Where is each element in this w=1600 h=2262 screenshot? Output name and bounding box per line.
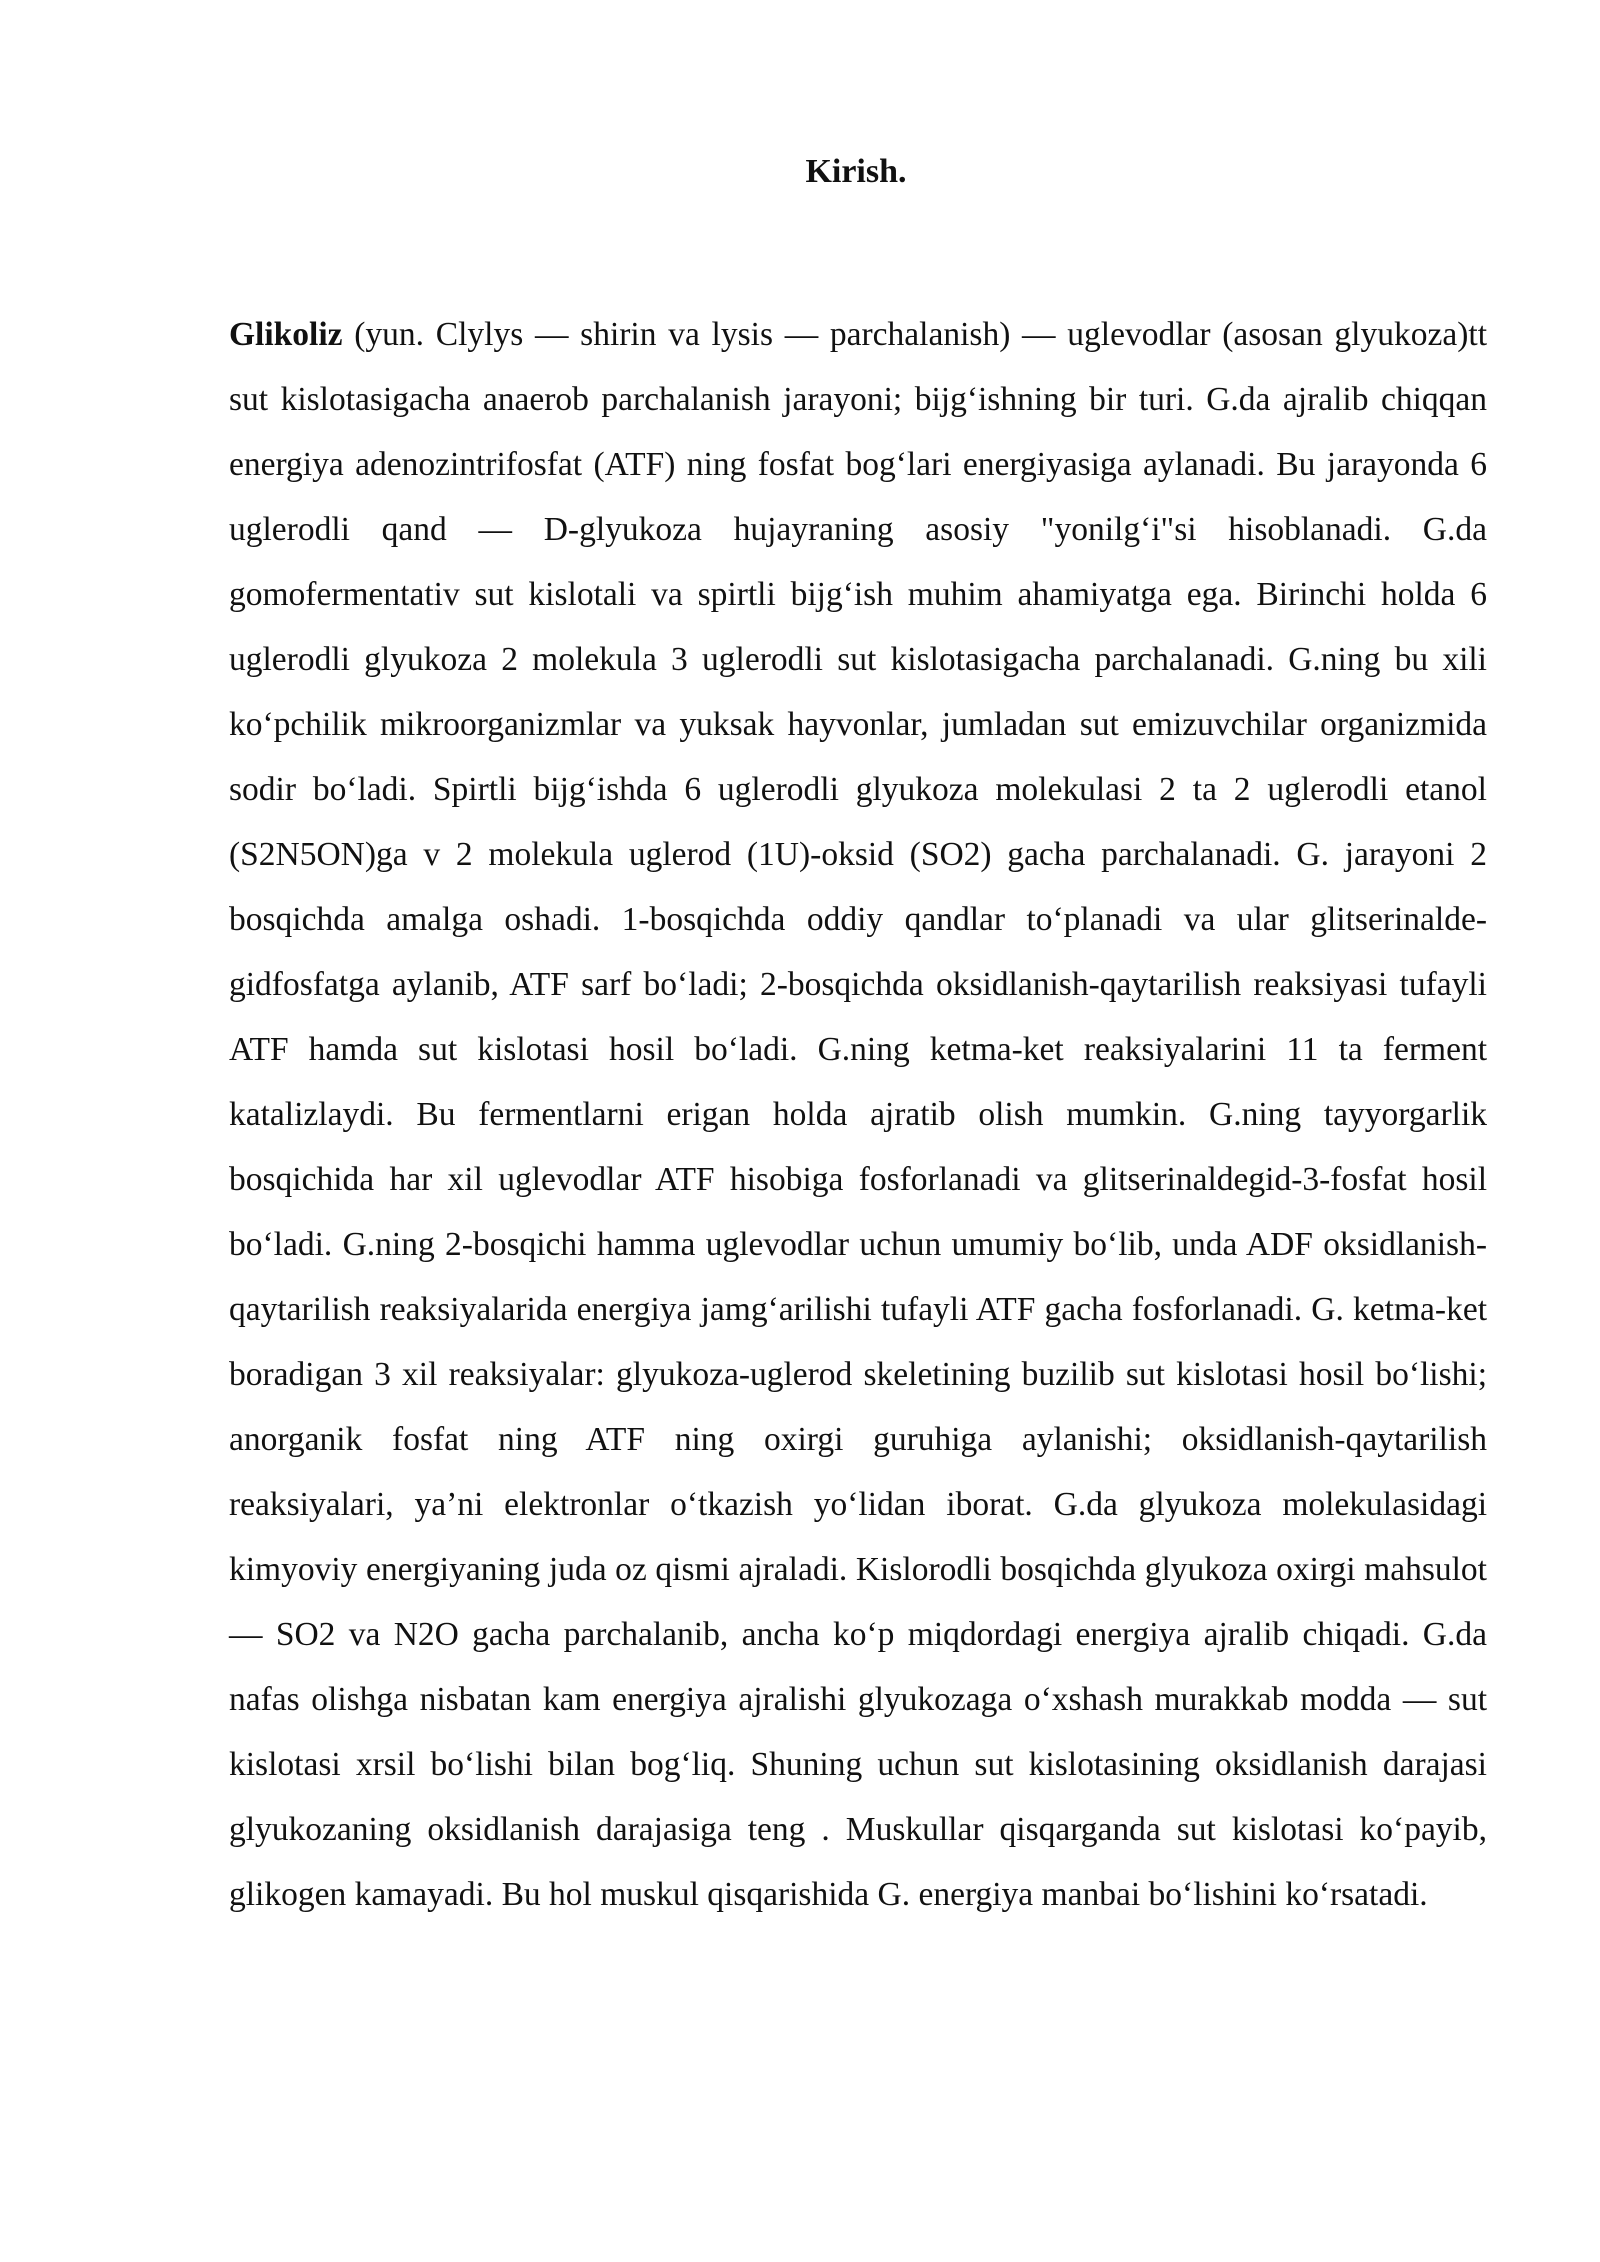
page-title: Kirish. [805,153,907,190]
body-paragraph [229,302,1487,1927]
paragraph-text: (yun. Clylys — shirin va lysis — parchalanish) — uglevodlar (asosan glyukoza)tt sut kislotasigacha anaerob parchalanish jarayoni; bijg‘ishning bir turi. G.da ajralib chiqqan energiya adenozintrifosfat (ATF) ning fosfat bog‘lari energiyasiga aylanadi. Bu jarayonda 6 uglerodli qand — D-glyukoza hujayraning asosiy "yonilg‘i"si hisoblanadi. G.da gomofermentativ sut kislotali va spirtli bijg‘ish muhim ahamiyatga ega. Birinchi holda 6 uglerodli glyukoza 2 molekula 3 uglerodli sut kislotasigacha parchalanadi. G.ning bu xili ko‘pchilik mikroorganizmlar va yuksak hayvonlar, jumladan sut emizuvchilar organizmida sodir bo‘ladi. Spirtli bijg‘ishda 6 uglerodli glyukoza molekulasi 2 ta 2 uglerodli etanol (S2N5ON)ga v 2 molekula uglerod (1U)-oksid (SO2) gacha parchalanadi. G. jarayoni 2 bosqichda amalga oshadi. 1-bosqichda oddiy qandlar to‘planadi va ular glitserinalde-gidfosfatga aylanib, ATF sarf bo‘ladi; 2-bosqichda oksidlanish-qaytarilish reaksiyasi tufayli ATF hamda sut kislotasi hosil bo‘ladi. G.ning ketma-ket reaksiyalarini 11 ta ferment katalizlaydi. Bu fermentlarni erigan holda ajratib olish mumkin. G.ning tayyorgarlik bosqichida har xil uglevodlar ATF hisobiga fosforlanadi va glitserinaldegid-3-fosfat hosil bo‘ladi. G.ning 2-bosqichi hamma uglevodlar uchun umumiy bo‘lib, unda ADF oksidlanish-qaytarilish reaksiyalarida energiya jamg‘arilishi tufayli ATF gacha fosforlanadi. G. ketma-ket boradigan 3 xil reaksiyalar: glyukoza-uglerod skeletining buzilib sut kislotasi hosil bo‘lishi; anorganik fosfat ning ATF ning oxirgi guruhiga aylanishi; oksidlanish-qaytarilish reaksiyalari, ya’ni elektronlar o‘tkazish yo‘lidan iborat. G.da glyukoza molekulasidagi kimyoviy energiyaning juda oz qismi ajraladi. Kislorodli bosqichda glyukoza oxirgi mahsulot — SO2 va N2O gacha parchalanib, ancha ko‘p miqdordagi energiya ajralib chiqadi. G.da nafas olishga nisbatan kam energiya ajralishi glyukozaga o‘xshash murakkab modda — sut kislotasi xrsil bo‘lishi bilan bog‘liq. Shuning uchun sut kislotasining oksidlanish darajasi glyukozaning oksidlanish darajasiga teng . Muskullar qisqarganda sut kislotasi ko‘payib, glikogen kamayadi. Bu hol muskul qisqarishida G. energiya manbai bo‘lishini ko‘rsatadi. [229,316,1487,1913]
lead-term: Glikoliz [229,316,343,353]
